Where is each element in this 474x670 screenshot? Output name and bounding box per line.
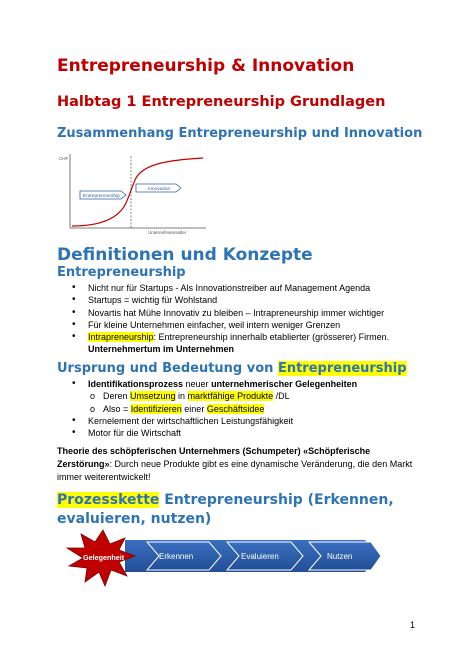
star-gelegenheit-label: Gelegenheit <box>83 553 125 562</box>
highlight-geschaeftsidee: Geschäftsidee <box>206 403 265 414</box>
innovation-label: Innovation <box>148 187 171 192</box>
entrepreneurship-bullet-list <box>0 282 474 356</box>
ursprung-b1-end: unternehmerischer Gelegenheiten <box>211 379 358 389</box>
entrepreneurship-innovation-chart <box>58 148 210 238</box>
section-heading-zusammenhang: Zusammenhang Entrepreneurship und Innovation <box>57 126 423 141</box>
page-number: 1 <box>410 620 416 630</box>
definitions-heading: Definitionen und Konzepte <box>57 245 313 265</box>
process-chain-diagram <box>55 528 385 588</box>
step-nutzen-label: Nutzen <box>327 552 353 561</box>
ursprung-s1-pre: Deren <box>103 391 131 402</box>
ursprung-b1-mid: neuer <box>183 379 212 389</box>
x-axis-label: Unternehmensalter <box>148 230 187 235</box>
list-item: • Startups = wichtig für Wohlstand <box>0 294 474 306</box>
ursprung-heading <box>57 361 407 376</box>
ursprung-heading-prefix: Ursprung und Bedeutung von <box>57 361 278 376</box>
ursprung-s1-end: /DL <box>273 391 290 402</box>
list-item: • Für kleine Unternehmen einfacher, weil intern weniger Grenzen <box>0 319 474 331</box>
ursprung-s1-mid: in <box>175 391 188 402</box>
prozesskette-heading <box>57 491 432 529</box>
ursprung-bullet-list <box>0 378 474 439</box>
document-title: Entrepreneurship & Innovation <box>57 56 355 76</box>
theorie-paragraph <box>57 445 427 484</box>
highlight-identifizieren: Identifizieren <box>130 403 182 414</box>
identifikationsprozess-term: Identifikationsprozess <box>88 379 184 389</box>
gelegenheit-star <box>67 530 135 586</box>
step-erkennen <box>147 542 221 570</box>
sub-list-item <box>0 390 474 402</box>
highlight-marktfaehige-produkte: marktfähige Produkte <box>187 391 274 402</box>
entrepreneurship-label: Entrepreneurship <box>83 194 120 199</box>
ursprung-s2-mid: einer <box>181 403 207 414</box>
step-erkennen-label: Erkennen <box>159 552 194 561</box>
ursprung-heading-highlight: Entrepreneurship <box>277 361 407 376</box>
prozesskette-highlight: Prozesskette <box>57 492 160 508</box>
ursprung-s2-pre: Also = <box>103 403 131 414</box>
step-evaluieren-label: Evaluieren <box>241 552 279 561</box>
entrepreneurship-heading: Entrepreneurship <box>57 265 186 280</box>
highlight-term: Intrapreneurship <box>88 332 154 343</box>
list-item: • Motor für die Wirtschaft <box>0 427 474 439</box>
y-axis-label: CHF <box>59 156 69 161</box>
list-item <box>0 378 474 390</box>
sub-list-item <box>0 403 474 415</box>
intrapreneurship-definition: : Entrepreneurship innerhalb etablierter (grösserer) Firmen. <box>153 332 390 343</box>
theorie-bold: Theorie des schöpferischen Unternehmers (Schumpeter) «Schöpferische Zerstörung» <box>57 446 371 469</box>
list-item: • Nicht nur für Startups - Als Innovationstreiber auf Management Agenda <box>0 282 474 294</box>
intrapreneurship-line2: Unternehmertum im Unternehmen <box>88 344 235 355</box>
list-item: • Kernelement der wirtschaftlichen Leistungsfähigkeit <box>0 415 474 427</box>
theorie-rest: : Durch neue Produkte gibt es eine dynamische Veränderung, die den Markt immer weiterentwickelt! <box>57 459 413 482</box>
document-subtitle: Halbtag 1 Entrepreneurship Grundlagen <box>57 94 386 110</box>
prozesskette-heading-rest: Entrepreneurship (Erkennen, evaluieren, nutzen) <box>57 492 394 527</box>
list-item: • Novartis hat Mühe Innovativ zu bleiben – Intrapreneurship immer wichtiger <box>0 307 474 319</box>
step-evaluieren <box>227 542 303 570</box>
list-item-intrapreneurship <box>0 331 474 343</box>
highlight-umsetzung: Umsetzung <box>130 391 176 402</box>
